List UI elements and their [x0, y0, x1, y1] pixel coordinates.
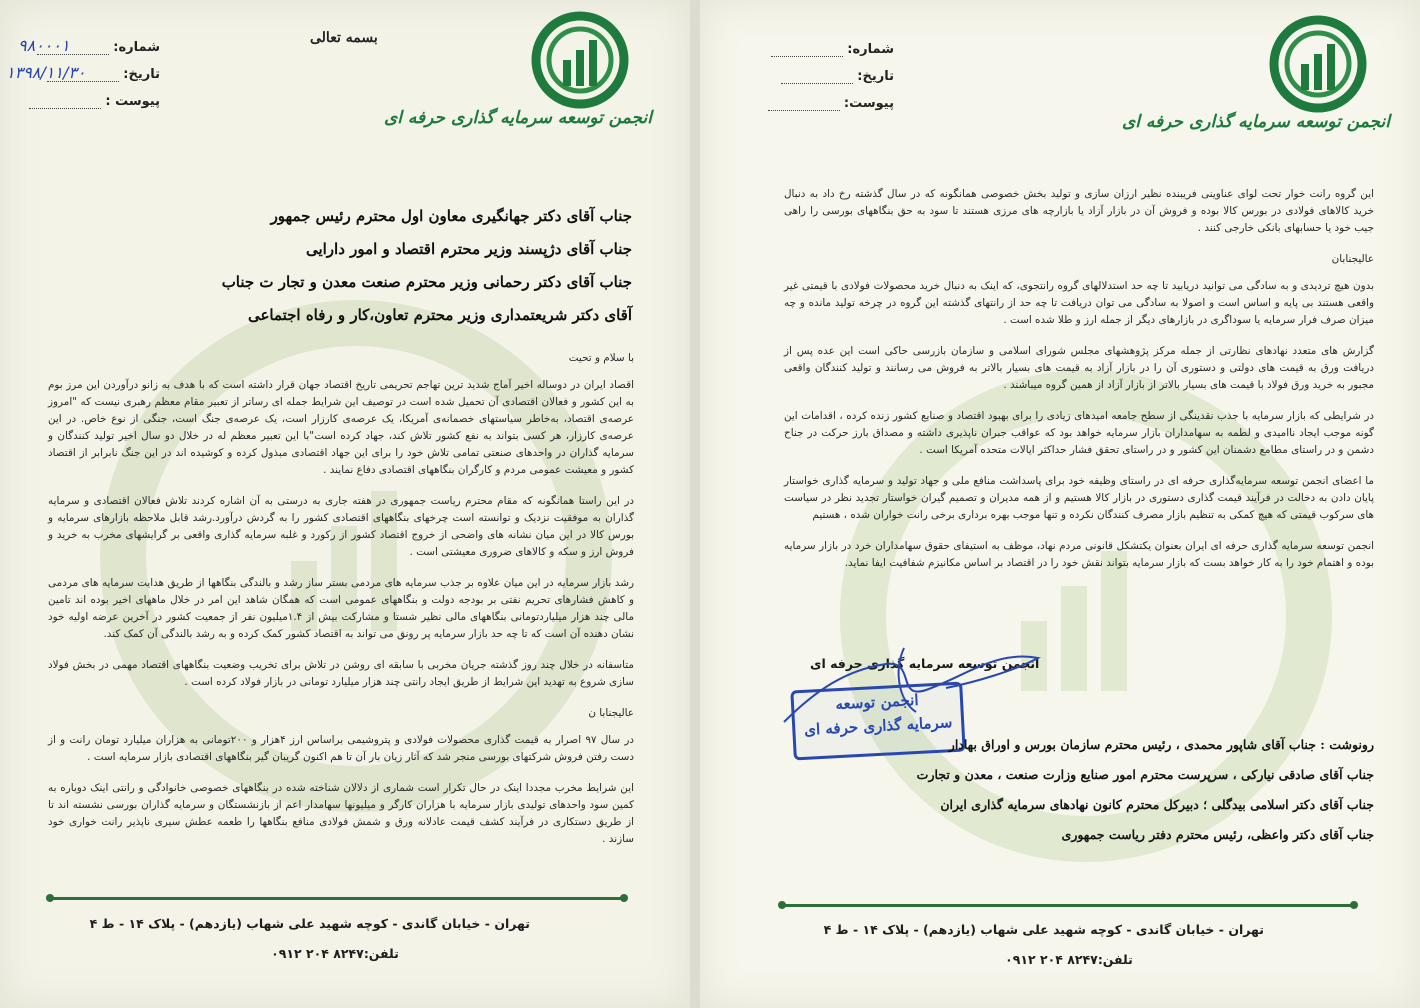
org-logo — [1121, 12, 1390, 162]
org-name: انجمن توسعه سرمایه گذاری حرفه ای — [1121, 112, 1390, 132]
footer-address: تهران - خیابان گاندی - کوچه شهید علی شهاب (یازدهم) - پلاک ۱۴ - ط ۴ — [823, 922, 1264, 937]
footer-address: تهران - خیابان گاندی - کوچه شهید علی شهاب (یازدهم) - پلاک ۱۴ - ط ۴ — [89, 916, 530, 931]
body-paragraph: متاسفانه در خلال چند روز گذشته جریان مخربی با سابقه ای روشن در تلاش برای تخریب وضعیت بنگاههای اقتصاد مهمی در بخش فولاد سازی شروع به تهدید این شرایط از طریق ایجاد رانتی چند هزار میلیارد تومانی در بازار فولاد کرده است . — [48, 659, 634, 688]
body-paragraph: در سال ۹۷ اصرار به قیمت گذاری محصولات فولادی و پتروشیمی براساس ارز ۴هزار و ۲۰۰تومانی به هزاران میلیارد تومان رانت و از دست رفتن فروش شرکتهای بورسی منجر شد که آثار زیان بار آن تا هم اکنون گریبان گیر بنگاههای اقتصادی بازار سرمایه است . — [48, 734, 634, 763]
body-paragraph: گزارش های متعدد نهادهای نظارتی از جمله مرکز پژوهشهای مجلس شورای اسلامی و سازمان بازرسی حاکی است این عده پس از دریافت ورق به قیمت های دولتی و دستوری آن را در بازار آزاد به قیمت های بسیار بالاتر به فروش می رسانند و تولید کنندگان واقعی مجبور به خرید ورق فولاد با قیمت های بسیار بالاتر از بازار آزاد از همین گروه میباشند . — [784, 345, 1374, 391]
bismillah-heading: بسمه تعالی — [310, 30, 378, 46]
addressee-line: جناب آقای دکتر رحمانی وزیر محترم صنعت معدن و تجار ت جناب — [221, 273, 632, 291]
number-label: شماره: — [113, 40, 160, 55]
attachment-label: پیوست: — [843, 96, 894, 111]
body-paragraph: این گروه رانت خوار تحت لوای عناوینی فریبنده نظیر ارزان سازی و تولید بخش خصوصی همانگونه که در سال گذشته رخ داد به دنبال خرید کالاهای فولادی در بورس کالا بوده و فروش آن در بازار آزاد یا بازارچه های مرزی هستند تا سود به حق بنگاههای بورسی را راهی جیب خود یا حسابهای بانکی خارجی کنند . — [784, 188, 1374, 234]
attachment-label: پیوست : — [105, 94, 160, 109]
signature-org-name: انجمن توسعه سرمایه گذاری حرفه ای — [810, 656, 1040, 671]
body-paragraph: انجمن توسعه سرمایه گذاری حرفه ای ایران بعنوان یکتشکل قانونی مردم نهاد، موظف به استیفای حقوق سهامداران خرد در بازار سرمایه بوده و اهتمام خود را به کار خواهد بست که بازار سرمایه بتواند نقش خود را در اقتصاد بر اساس مکانیزم شفافیت ایفا نماید. — [784, 540, 1374, 569]
cc-line: جناب آقای صادقی نیارکی ، سرپرست محترم امور صنایع وزارت صنعت ، معدن و تجارت — [916, 767, 1374, 782]
letter-page-right — [700, 0, 1420, 1008]
body-paragraph: عالیجنابان — [1331, 253, 1374, 265]
date-label: تاریخ: — [123, 67, 160, 82]
footer-phone: تلفن:۸۲۴۷ ۲۰۴ ۰۹۱۲ — [271, 946, 399, 961]
addressee-line: آقای دکتر شریعتمداری وزیر محترم تعاون،کار و رفاه اجتماعی — [247, 306, 632, 324]
cc-line: جناب آقای دکتر اسلامی بیدگلی ؛ دبیرکل محترم کانون نهادهای سرمایه گذاری ایران — [940, 797, 1374, 812]
addressee-list — [212, 200, 632, 332]
cc-line: جناب آقای دکتر واعظی، رئیس محترم دفتر ریاست جمهوری — [1061, 827, 1374, 842]
body-paragraph: در این راستا همانگونه که مقام محترم ریاست جمهوری در هفته جاری به درستی به آن اشاره کردند تلاش فعالان اقتصادی و سرمایه گذاران به موفقیت نزدیک و توانسته است چرخهای بنگاههای اقتصادی کشور را به گردش درآورد.رشد قابل ملاحظه بازارهای سرمایه و بورس کالا در این میان نشانه های واضحی از خروج اقتصاد کشور از رکورد و غلبه سرمایه گذاری واقعی بر گرایشهای مخرب به خرید و فروش ارز و سکه و کالاهای ضروری معیشتی است . — [48, 495, 634, 558]
addressee-line: جناب آقای دژپسند وزیر محترم اقتصاد و امور دارایی — [305, 240, 632, 258]
footer-phone: تلفن:۸۲۴۷ ۲۰۴ ۰۹۱۲ — [1005, 952, 1133, 967]
org-name: انجمن توسعه سرمایه گذاری حرفه ای — [383, 108, 652, 128]
org-logo-icon — [1266, 12, 1370, 116]
body-paragraph: این شرایط مخرب مجددا اینک در حال تکرار است شماری از دلالان شناخته شده در بنگاههای خصوصی خانوادگی و رانتی اینک دوباره به کمین سود واحدهای تولیدی بازار سرمایه با هزاران کارگر و میلیونها سهامدار اعم از بازنشستگان و سرمایه گذاران بورسی نشسته اند تا از طریق دستکاری در فرآیند کشف قیمت عادلانه ورق و شمش فولادی منافع بنگاهها را طعمه عطش سیری ناپذیر رانت خواری خود سازند . — [48, 782, 634, 845]
stamp-line: سرمایه گذاری حرفه ای — [803, 713, 953, 739]
cc-line: رونوشت : جناب آقای شاپور محمدی ، رئیس محترم سازمان بورس و اوراق بهادار — [948, 737, 1374, 752]
body-paragraph: در شرایطی که بازار سرمایه با جذب نقدینگی از سطح جامعه امیدهای زیادی را برای بهبود اقتصاد و صنایع کشور زنده کرده ، اقدامات این گونه موجب ایجاد ناامیدی و لطمه به سهامداران بازار سرمایه خواهد بود که عواقب جبران ناپذیری داشته و مصداق بارز حرکت در جناح دشمن و در راستای مطامع دشمنان این کشور و در راستای تحقق فشار حداکثر ایالات متحده آمریکا است . — [784, 410, 1374, 456]
footer-divider — [782, 904, 1354, 907]
org-logo — [383, 8, 652, 158]
body-paragraph: بدون هیچ تردیدی و به سادگی می توانید دریابید تا چه حد استدلالهای گروه رانتجوی، که اینک به دنبال خرید محصولات فولادی با قیمتی غیر واقعی هستند بی پایه و اساس است و اصولا به سادگی می توان دریافت تا چه حد از رانتهای گذشته این گروه در چرخه تولید مانده و چه میزان صرف فرار سرمایه یا سوداگری در بازارهای دیگر از جمله ارز و طلا شده است . — [784, 280, 1374, 326]
body-paragraph: رشد بازار سرمایه در این میان علاوه بر جذب سرمایه های مردمی بستر ساز رشد و بالندگی بنگاهها از طریق هدایت سرمایه های مردمی و کاهش فشارهای تحریم نفتی بر بودجه دولت و بنگاههای عمومی است که همگان شاهد این امر در خلال ماههای اخیر بوده اند تامین مالی چند هزار میلیاردتومانی بنگاههای مالی نظیر شستا و مشارکت بیش از ۱.۴میلیون نفر از جمعیت کشور در آخرین عرضه اولیه خود نشان دهنده آن است که تا چه حد بازار سرمایه پر رونق می تواند به اقتصاد کشور کمک کرده و به رشد بالندگی آن کمک کند. — [48, 577, 635, 640]
date-label: تاریخ: — [857, 69, 894, 84]
stamp-line: انجمن توسعه — [835, 690, 919, 714]
letter-body — [48, 350, 634, 862]
body-paragraph: اقصاد ایران در دوساله اخیر آماج شدید ترین تهاجم تحریمی تاریخ اقتصاد جهان قرار داشته است که با هدف به زانو درآوردن این مرز بوم به این کشور و فعالان اقتصادی آن تحمیل شده است در توصیف این شرایط جمله ای رساتر از تعبیر مقام معظم رهبری نیست که "امروز عرصه‌ی اقتصاد، به‌خاطر سیاستهای خصمانه‌ی آمریکا، یک عرصه‌ی کارزار است، یک عرصه‌ی جنگ است، جنگی از نوع خاص. در این عرصه‌ی کارزار، هر کسی بتواند به نفع کشور تلاش کند، جهاد کرده است"با این تعبیر معظم له در خلال دو سال اخیر تولید کنندگان و سرمایه گذاران در واحدهای صنعتی تمامی تلاش خود را برای این جهاد اقتصادی مبذول کرده و کوشیده اند در این جنگ نابرابر از اقتصاد کشور و معیشت عمومی مردم و کارگران بنگاههای اقتصادی دفاع نمایند . — [48, 379, 634, 476]
addressee-line: جناب آقای دکتر جهانگیری معاون اول محترم رئیس جمهور — [270, 207, 632, 225]
handwritten-date: ۱۳۹۸/۱۱/۳۰ — [6, 63, 86, 82]
cc-list — [854, 730, 1374, 850]
letter-page-left — [0, 0, 690, 1008]
number-label: شماره: — [847, 42, 894, 57]
body-paragraph: با سلام و تحیت — [568, 352, 634, 364]
letter-meta — [768, 36, 894, 117]
letter-body — [784, 186, 1374, 586]
org-logo-icon — [528, 8, 632, 112]
body-paragraph: عالیجنابا ن — [588, 707, 634, 719]
body-paragraph: ما اعضای انجمن توسعه سرمایه‌گذاری حرفه ای در راستای وظیفه خود برای پاسداشت منافع ملی و جهاد تولید و سرمایه گذاری خواستار پایان دادن به دخالت در فرآیند قیمت گذاری دستوری در بازار کالا هستیم و از همه مدیران و تصمیم گیران خواستار تجدید نظر در سیاست های سرکوب قیمتی که هیچ کمکی به تنظیم بازار مصرف کنندگان نکرده و تنها موجب بهره برداری برخی رانت خواران شده ، هستیم — [784, 475, 1374, 521]
footer-divider — [50, 897, 624, 900]
handwritten-number: ۹۸۰۰۰۱ — [18, 36, 70, 55]
